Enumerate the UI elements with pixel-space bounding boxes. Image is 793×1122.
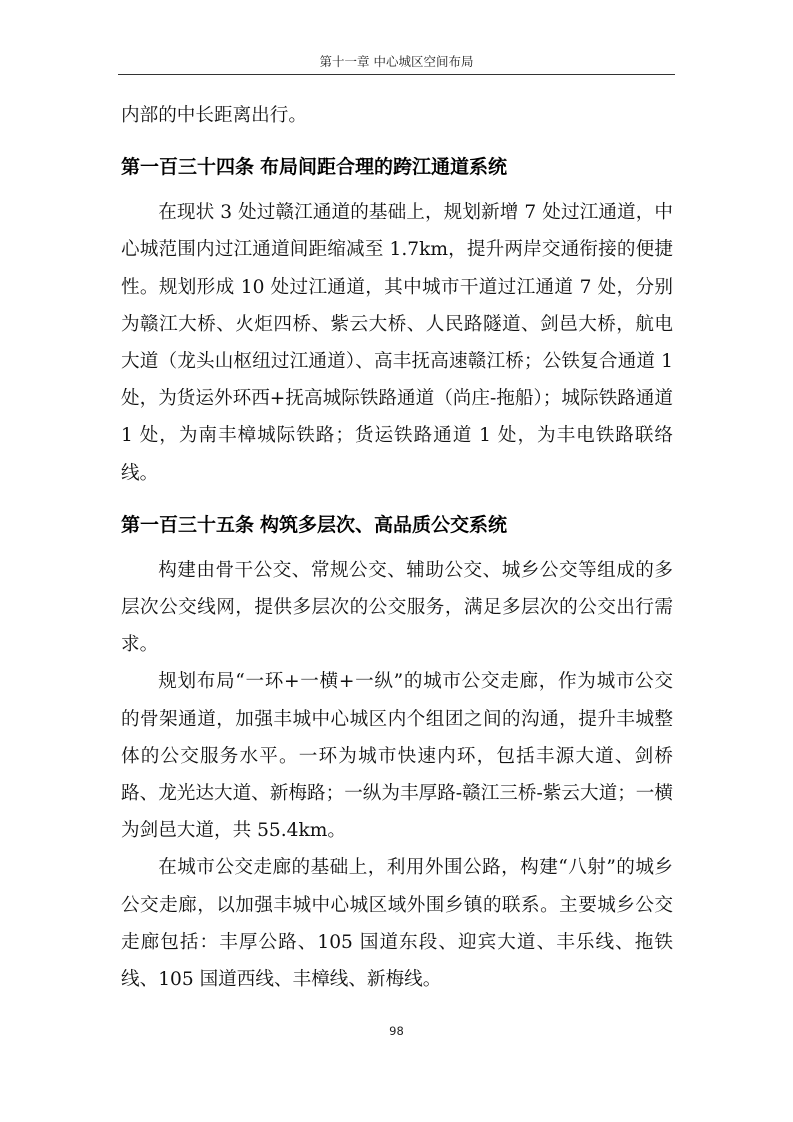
continuation-paragraph: 内部的中长距离出行。	[121, 105, 307, 126]
paragraph: 在现状 3 处过赣江通道的基础上，规划新增 7 处过江通道，中心城范围内过江通道间距缩减至 1.7km，提升两岸交通衔接的便捷性。规划形成 10 处过江通道，其中城市干道过江通道 7 处，分别为赣江大桥、火炬四桥、紫云大桥、人民路隧道、剑邑大桥，航电大道（龙头山枢纽过江通道）、高丰抚高速赣江桥；公铁复合通道 1 处，为货运外环西+抚高城际铁路通道（尚庄-拖船）；城际铁路通道 1 处，为南丰樟城际铁路；货运铁路通道 1 处，为丰电铁路联络线。	[121, 202, 673, 484]
paragraph: 构建由骨干公交、常规公交、辅助公交、城乡公交等组成的多层次公交线网，提供多层次的公交服务，满足多层次的公交出行需求。	[121, 559, 673, 656]
running-header: 第十一章 中心城区空间布局	[319, 54, 474, 69]
article-134-heading	[121, 152, 673, 182]
page-body	[121, 97, 673, 998]
article-title: 布局间距合理的跨江通道系统	[260, 156, 508, 179]
paragraph: 在城市公交走廊的基础上，利用外围公路，构建“八射”的城乡公交走廊，以加强丰城中心城区域外围乡镇的联系。主要城乡公交走廊包括：丰厚公路、105 国道东段、迎宾大道、丰乐线、拖铁线、105 国道西线、丰樟线、新梅线。	[121, 857, 673, 991]
paragraph: 规划布局“一环+一横+一纵”的城市公交走廊，作为城市公交的骨架通道，加强丰城中心城区内个组团之间的沟通，提升丰城整体的公交服务水平。一环为城市快速内环，包括丰源大道、剑桥路、龙光达大道、新梅路；一纵为丰厚路-赣江三桥-紫云大道；一横为剑邑大道，共 55.4km。	[121, 671, 673, 842]
article-title: 构筑多层次、高品质公交系统	[260, 513, 508, 536]
article-number: 第一百三十四条	[121, 156, 255, 179]
page-number: 98	[389, 1024, 404, 1038]
header-rule	[118, 74, 675, 75]
article-135-heading	[121, 510, 673, 540]
article-number: 第一百三十五条	[121, 513, 255, 536]
